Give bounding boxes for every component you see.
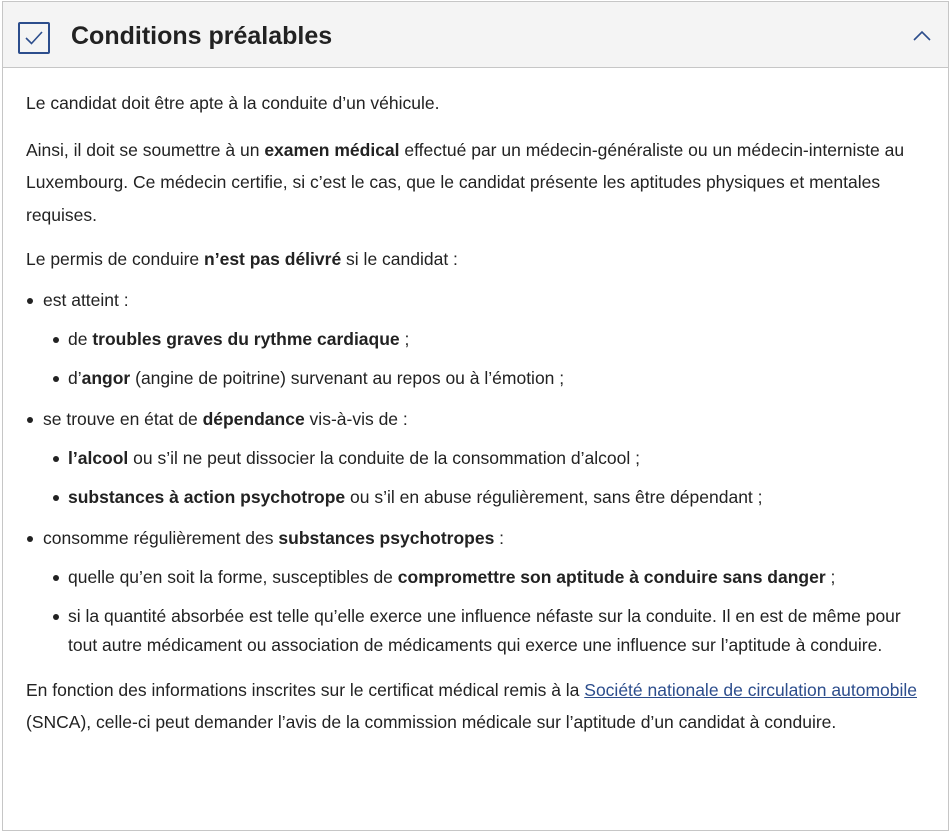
list-item: substances à action psychotrope ou s’il en abuse régulièrement, sans être dépendant ; <box>43 483 924 512</box>
checkbox-checked-icon <box>18 22 50 54</box>
list-item: de troubles graves du rythme cardiaque ; <box>43 325 924 354</box>
intro-paragraph: Le candidat doit être apte à la conduite d’un véhicule. <box>26 93 440 113</box>
list-item: si la quantité absorbée est telle qu’elle exerce une influence néfaste sur la conduite. Il en est de même pour tout autre médicament ou association de médicaments qui exerce une influence sur l’aptitude à conduire. <box>43 602 924 660</box>
snca-link[interactable]: Société nationale de circulation automobile <box>584 679 917 700</box>
list-item: se trouve en état de dépendance vis-à-vis de : l’alcool ou s’il ne peut dissocier la conduite de la consommation d’alcool ; substances à action psychotrope ou s’il en abuse régulièrement, sans être dépendant ; <box>26 407 924 512</box>
list-item: d’angor (angine de poitrine) survenant au repos ou à l’émotion ; <box>43 364 924 393</box>
list-item: consomme régulièrement des substances psychotropes : quelle qu’en soit la forme, susceptibles de compromettre son aptitude à conduire sans danger ; si la quantité absorbée est telle qu’elle exerce une influence néfaste sur la conduite. Il en est de même pour tout autre médicament ou association de médicaments qui exerce une influence sur l’aptitude à conduire. <box>26 526 924 660</box>
accordion-content <box>3 68 924 739</box>
accordion-header[interactable] <box>3 2 948 68</box>
license-refusal-paragraph: Le permis de conduire n’est pas délivré si le candidat : <box>26 249 458 269</box>
sub-list <box>43 444 924 512</box>
panel-title: Conditions préalables <box>71 22 333 50</box>
chevron-up-icon[interactable] <box>910 24 934 48</box>
sub-list <box>43 563 924 660</box>
snca-paragraph: En fonction des informations inscrites sur le certificat médical remis à la Société nationale de circulation automobile (SNCA), celle-ci peut demander l’avis de la commission médicale sur l’aptitude d’un candidat à conduire. <box>26 679 917 732</box>
conditions-list <box>26 288 924 660</box>
list-item: l’alcool ou s’il ne peut dissocier la conduite de la consommation d’alcool ; <box>43 444 924 473</box>
list-item: quelle qu’en soit la forme, susceptibles de compromettre son aptitude à conduire sans danger ; <box>43 563 924 592</box>
accordion-panel <box>2 1 949 831</box>
list-item: est atteint : de troubles graves du rythme cardiaque ; d’angor (angine de poitrine) survenant au repos ou à l’émotion ; <box>26 288 924 393</box>
medical-exam-paragraph: Ainsi, il doit se soumettre à un examen médical effectué par un médecin-généraliste ou un médecin-interniste au Luxembourg. Ce médecin certifie, si c’est le cas, que le candidat présente les aptitudes physiques et mentales requises. <box>26 139 905 225</box>
sub-list <box>43 325 924 393</box>
